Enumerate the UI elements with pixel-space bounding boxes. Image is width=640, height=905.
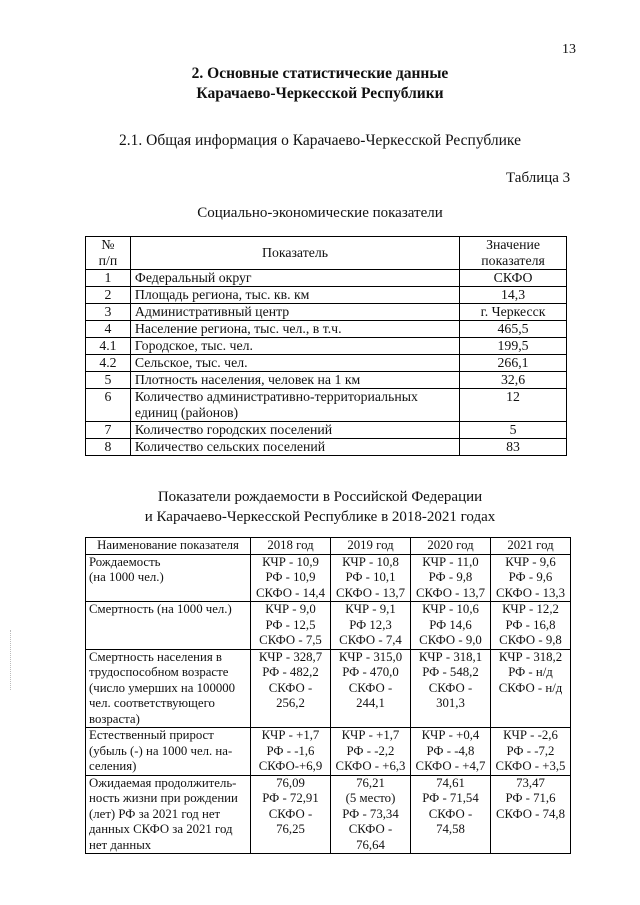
cell-line: СКФО - 74,8 — [495, 806, 566, 821]
cell-line: РФ - 71,6 — [505, 791, 556, 805]
table-row — [86, 355, 567, 372]
table-row — [86, 728, 571, 776]
cell-line: Рождаемость — [89, 554, 161, 569]
cell-line: 76,21 — [356, 775, 385, 790]
table2-title — [0, 487, 640, 527]
cell-2021 — [491, 602, 571, 650]
row-indicator: Плотность населения, человек на 1 км — [130, 372, 459, 389]
row-indicator: Количество городских поселений — [130, 422, 459, 439]
cell-2021 — [491, 775, 571, 854]
row-value: 266,1 — [460, 355, 567, 372]
cell-line: СКФО - 7,5 — [259, 633, 322, 647]
cell-line: нет данных — [89, 837, 152, 852]
cell-line: СКФО - — [268, 806, 313, 821]
cell-line: КЧР - 10,6 — [422, 602, 479, 616]
cell-2018 — [251, 775, 331, 854]
row-value: 199,5 — [460, 338, 567, 355]
row-indicator: Сельское, тыс. чел. — [130, 355, 459, 372]
cell-2018 — [251, 602, 331, 650]
cell-line: РФ - 482,2 — [262, 665, 319, 679]
cell-line: 76,64 — [356, 837, 385, 852]
cell-line: КЧР - 10,8 — [342, 554, 399, 569]
cell-2019 — [331, 554, 411, 602]
cell-line: СКФО-+6,9 — [258, 759, 323, 773]
cell-line: КЧР - 12,2 — [502, 602, 559, 616]
cell-line: РФ - н/д — [508, 665, 553, 679]
cell-line: СКФО - +4,7 — [415, 759, 486, 773]
section-heading-line1: 2. Основные статистические данные — [191, 65, 449, 82]
cell-line: ность жизни при рождении — [89, 791, 238, 805]
row-value: 14,3 — [460, 287, 567, 304]
cell-line: РФ - -2,2 — [346, 743, 395, 758]
cell-line: (на 1000 чел.) — [89, 570, 164, 584]
cell-line: РФ - 548,2 — [422, 665, 479, 679]
row-value: 12 — [460, 389, 567, 422]
section-heading — [0, 64, 640, 104]
cell-line: (лет) РФ за 2021 год нет — [89, 806, 221, 821]
cell-2018 — [251, 649, 331, 728]
cell-line: СКФО - 14,4 — [255, 585, 326, 600]
row-value: г. Черкесск — [460, 304, 567, 321]
row-indicator: Административный центр — [130, 304, 459, 321]
cell-2020 — [411, 775, 491, 854]
header-2019: 2019 год — [331, 538, 411, 555]
cell-line: РФ - 10,9 — [265, 570, 316, 584]
cell-line: РФ 14,6 — [429, 617, 472, 632]
cell-line: СКФО - +3,5 — [495, 759, 566, 773]
cell-line: СКФО - — [348, 680, 393, 695]
cell-line: Смертность (на 1000 чел.) — [89, 602, 232, 616]
table-row — [86, 304, 567, 321]
table1-title: Социально-экономические показатели — [197, 205, 443, 221]
cell-line: (5 место) — [345, 791, 396, 805]
cell-line: СКФО - — [348, 822, 393, 836]
header-value-line2: показателя — [481, 253, 545, 268]
table-row — [86, 439, 567, 456]
cell-line: 76,25 — [276, 822, 305, 836]
cell-line: (убыль (-) на 1000 чел. на- — [89, 743, 233, 758]
cell-line: Естественный прирост — [89, 728, 214, 742]
cell-line: РФ - 71,54 — [422, 791, 479, 805]
table-header-row — [86, 538, 571, 555]
cell-line: РФ - -1,6 — [266, 743, 315, 758]
row-indicator-name — [86, 602, 251, 650]
header-num-line2: п/п — [98, 253, 118, 268]
cell-2020 — [411, 602, 491, 650]
cell-line: КЧР - 318,1 — [418, 649, 483, 664]
cell-line: Смертность населения в — [89, 649, 222, 664]
row-indicator-name — [86, 554, 251, 602]
cell-line: РФ - 470,0 — [342, 665, 399, 679]
cell-line: 73,47 — [516, 775, 545, 790]
table-row — [86, 602, 571, 650]
cell-line: КЧР - 11,0 — [422, 554, 479, 569]
cell-line: 256,2 — [276, 696, 305, 710]
margin-mark — [10, 630, 12, 690]
row-indicator: Площадь региона, тыс. кв. км — [130, 287, 459, 304]
header-num — [86, 237, 131, 270]
cell-line: чел. соответствующего — [89, 696, 215, 710]
cell-2019 — [331, 649, 411, 728]
cell-line: Ожидаемая продолжитель- — [89, 775, 237, 790]
row-indicator: Количество сельских поселений — [130, 439, 459, 456]
cell-2021 — [491, 554, 571, 602]
cell-2020 — [411, 649, 491, 728]
row-indicator: Городское, тыс. чел. — [130, 338, 459, 355]
table2-title-line1: Показатели рождаемости в Российской Федерации — [157, 489, 483, 505]
cell-line: КЧР - 315,0 — [338, 649, 403, 664]
cell-2019 — [331, 602, 411, 650]
cell-line: СКФО - — [428, 680, 473, 695]
row-indicator: Количество административно-территориальных единиц (районов) — [130, 389, 459, 422]
cell-line: КЧР - 9,6 — [505, 554, 556, 569]
header-value-line1: Значение — [486, 237, 540, 252]
row-num: 4.2 — [86, 355, 131, 372]
cell-2019 — [331, 775, 411, 854]
cell-line: КЧР - +0,4 — [421, 728, 480, 742]
cell-line: 301,3 — [436, 696, 465, 710]
row-num: 3 — [86, 304, 131, 321]
table-row — [86, 372, 567, 389]
cell-line: 76,09 — [276, 775, 305, 790]
cell-line: РФ - -7,2 — [506, 743, 555, 758]
cell-line: селения) — [89, 759, 137, 773]
table-label: Таблица 3 — [506, 170, 571, 186]
table-header-row — [86, 237, 567, 270]
table-row — [86, 775, 571, 854]
cell-line: (число умерших на 100000 — [89, 680, 236, 695]
header-value — [460, 237, 567, 270]
row-indicator-name — [86, 728, 251, 776]
cell-2021 — [491, 649, 571, 728]
row-indicator: Население региона, тыс. чел., в т.ч. — [130, 321, 459, 338]
cell-line: СКФО - 7,4 — [339, 633, 402, 647]
cell-2018 — [251, 554, 331, 602]
row-num: 8 — [86, 439, 131, 456]
cell-line: КЧР - +1,7 — [341, 728, 400, 742]
cell-line: 244,1 — [356, 696, 385, 710]
cell-line: 74,58 — [436, 822, 465, 836]
cell-line: 74,61 — [436, 775, 465, 790]
page-number: 13 — [562, 42, 576, 57]
row-value: 83 — [460, 439, 567, 456]
table2-title-line2: и Карачаево-Черкесской Республике в 2018-2021 годах — [144, 509, 496, 525]
cell-line: СКФО - н/д — [498, 680, 563, 695]
row-value: 465,5 — [460, 321, 567, 338]
table-row — [86, 287, 567, 304]
cell-line: СКФО - 9,0 — [419, 633, 482, 647]
cell-line: СКФО - +6,3 — [335, 759, 406, 773]
table-row — [86, 554, 571, 602]
row-indicator-name — [86, 649, 251, 728]
cell-line: трудоспособном возрасте — [89, 665, 229, 679]
table-row — [86, 321, 567, 338]
subsection-heading: 2.1. Общая информация о Карачаево-Черкесской Республике — [119, 132, 521, 149]
table-row — [86, 270, 567, 287]
cell-line: данных СКФО за 2021 год — [89, 822, 233, 836]
cell-2018 — [251, 728, 331, 776]
header-2020: 2020 год — [411, 538, 491, 555]
row-num: 2 — [86, 287, 131, 304]
header-2021: 2021 год — [491, 538, 571, 555]
cell-2020 — [411, 554, 491, 602]
header-num-line1: № — [101, 237, 115, 252]
row-num: 5 — [86, 372, 131, 389]
cell-line: КЧР - -2,6 — [503, 728, 558, 742]
cell-line: КЧР - +1,7 — [261, 728, 320, 742]
cell-line: РФ - 73,34 — [342, 806, 399, 821]
cell-2020 — [411, 728, 491, 776]
row-num: 7 — [86, 422, 131, 439]
cell-line: РФ - 16,8 — [505, 617, 556, 632]
row-indicator-name — [86, 775, 251, 854]
row-num: 4.1 — [86, 338, 131, 355]
cell-line: СКФО - — [268, 680, 313, 695]
row-value: 5 — [460, 422, 567, 439]
cell-line: СКФО - 13,3 — [495, 585, 566, 600]
socioeconomic-table — [85, 236, 567, 456]
cell-line: КЧР - 328,7 — [258, 649, 323, 664]
header-2018: 2018 год — [251, 538, 331, 555]
table-row — [86, 422, 567, 439]
cell-line: РФ - 10,1 — [345, 570, 396, 584]
header-indicator: Показатель — [130, 237, 459, 270]
section-heading-line2: Карачаево-Черкесской Республики — [196, 85, 444, 102]
table-row — [86, 338, 567, 355]
cell-line: КЧР - 10,9 — [262, 554, 319, 569]
table-row — [86, 389, 567, 422]
cell-2021 — [491, 728, 571, 776]
cell-line: РФ - -4,8 — [426, 743, 475, 758]
cell-line: КЧР - 9,0 — [265, 602, 316, 616]
row-value: 32,6 — [460, 372, 567, 389]
cell-line: РФ 12,3 — [349, 617, 392, 632]
cell-line: РФ - 72,91 — [262, 791, 319, 805]
cell-2019 — [331, 728, 411, 776]
row-num: 4 — [86, 321, 131, 338]
cell-line: РФ - 9,6 — [508, 570, 553, 584]
cell-line: КЧР - 9,1 — [345, 602, 396, 616]
cell-line: СКФО - 9,8 — [499, 633, 562, 647]
cell-line: возраста) — [89, 711, 140, 726]
row-indicator: Федеральный округ — [130, 270, 459, 287]
cell-line: РФ - 12,5 — [265, 617, 316, 632]
birth-rate-table — [85, 537, 571, 854]
table-row — [86, 649, 571, 728]
cell-line: СКФО - 13,7 — [415, 585, 486, 600]
row-num: 6 — [86, 389, 131, 422]
row-value: СКФО — [460, 270, 567, 287]
cell-line: СКФО - 13,7 — [335, 585, 406, 600]
header-indicator-name: Наименование показателя — [86, 538, 251, 555]
cell-line: КЧР - 318,2 — [498, 649, 563, 664]
cell-line: СКФО - — [428, 806, 473, 821]
cell-line: РФ - 9,8 — [428, 570, 473, 584]
row-num: 1 — [86, 270, 131, 287]
